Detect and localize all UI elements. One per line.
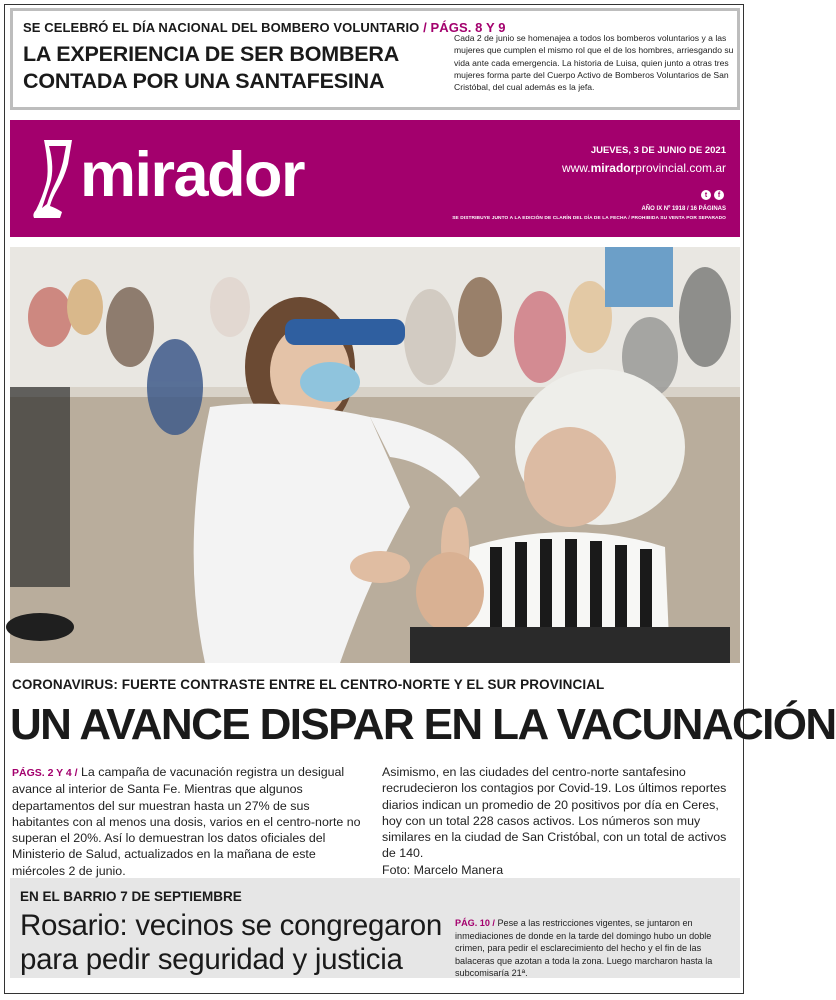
vaccination-photo xyxy=(10,247,740,663)
main-column-1 xyxy=(12,764,368,879)
main-col2-text: Asimismo, en las ciudades del centro-norte santafesino recrudecieron los contagios por Covid-19. Los últimos reportes diarios indican un promedio de 20 positivos por día en Ceres, hoy con un total 228 casos activos. Los números son muy similares en la ciudad de San Cristóbal, con un total de activos de 140. xyxy=(382,765,727,861)
facebook-icon[interactable]: f xyxy=(714,190,724,200)
teaser-pages: / PÁGS. 8 Y 9 xyxy=(423,20,506,35)
main-column-2 xyxy=(382,764,738,878)
url-bold: mirador xyxy=(590,161,636,175)
teaser-body: Cada 2 de junio se homenajea a todos los bomberos voluntarios y a las mujeres que cumplen el mismo rol que el de los hombres, arriesgando su vida ante cada emergencia. La historia de Luisa, quien junto a otras tres mujeres forma parte del Cuerpo Activo de Bomberos Voluntarios de San Cristóbal, del cual además es la jefa. xyxy=(454,33,734,93)
issue-info: AÑO IX Nº 1918 / 16 PÁGINAS xyxy=(641,206,726,212)
teaser-title[interactable]: LA EXPERIENCIA DE SER BOMBERA CONTADA POR UNA SANTAFESINA xyxy=(23,42,399,93)
bottom-kicker: EN EL BARRIO 7 DE SEPTIEMBRE xyxy=(20,889,242,904)
top-teaser-box[interactable] xyxy=(10,8,740,110)
masthead xyxy=(10,120,740,237)
leg-logo-icon xyxy=(30,138,78,220)
edition-date: JUEVES, 3 DE JUNIO DE 2021 xyxy=(590,145,726,156)
main-headline[interactable]: UN AVANCE DISPAR EN LA VACUNACIÓN xyxy=(10,700,836,749)
url-suffix: provincial.com.ar xyxy=(635,161,726,175)
url-prefix: www. xyxy=(561,161,591,175)
distribution-note: SE DISTRIBUYE JUNTO A LA EDICIÓN DE CLARÍN DEL DÍA DE LA FECHA / PROHIBIDA SU VENTA POR SEPARADO xyxy=(452,216,726,221)
teaser-kicker xyxy=(23,20,506,35)
vaccination-photo-illustration xyxy=(10,247,740,663)
bottom-body-text: Pese a las restricciones vigentes, se juntaron en inmediaciones de donde en la tarde del domingo hubo un doble crimen, para pedir el esclarecimiento del hecho y el fin de las balaceras que azotan a toda la zona. Luego marcharon hasta la subcomisaría 21ª. xyxy=(455,918,713,979)
bottom-story-box[interactable] xyxy=(10,878,740,978)
bottom-body xyxy=(455,917,735,980)
logo-wordmark: mirador xyxy=(80,140,305,210)
bottom-pages[interactable]: PÁG. 10 / xyxy=(455,918,495,928)
social-icons xyxy=(701,190,724,200)
twitter-icon[interactable]: t xyxy=(701,190,711,200)
teaser-kicker-text: SE CELEBRÓ EL DÍA NACIONAL DEL BOMBERO VOLUNTARIO xyxy=(23,20,420,35)
website-url[interactable] xyxy=(562,161,726,175)
main-pages[interactable]: PÁGS. 2 Y 4 / xyxy=(12,767,78,779)
main-kicker: CORONAVIRUS: FUERTE CONTRASTE ENTRE EL CENTRO-NORTE Y EL SUR PROVINCIAL xyxy=(12,677,605,692)
main-col1-text: La campaña de vacunación registra un desigual avance al interior de Santa Fe. Mientras que algunos departamentos del sur muestran hasta un 27% de sus habitantes con al menos una dosis, varios en el centro-norte no superan el 20%. Así lo demuestran los datos oficiales del Ministerio de Salud, actualizados en la mañana de este miércoles 2 de junio. xyxy=(12,765,361,878)
bottom-title[interactable]: Rosario: vecinos se congregaron para pedir seguridad y justicia xyxy=(20,909,442,976)
photo-credit: Foto: Marcelo Manera xyxy=(382,862,504,877)
